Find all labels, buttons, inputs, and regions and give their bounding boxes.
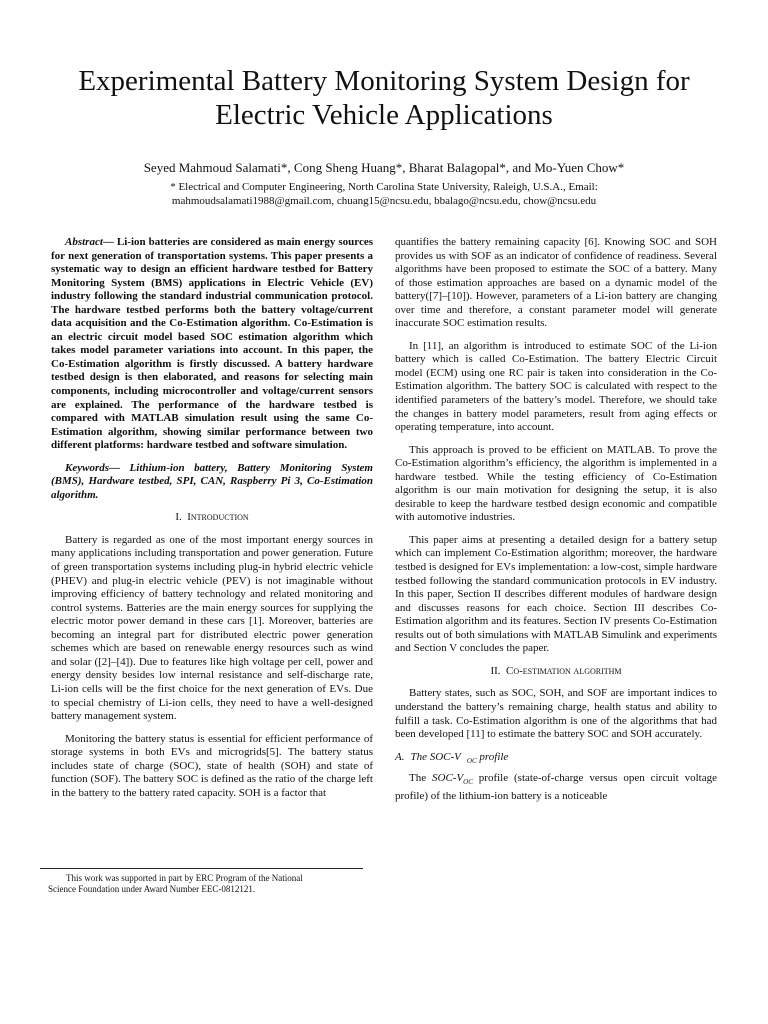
subsection-heading-soc-voc bbox=[395, 751, 717, 769]
author-list: Seyed Mahmoud Salamati*, Cong Sheng Huang*, Bharat Balagopal*, and Mo-Yuen Chow* bbox=[143, 160, 625, 175]
left-column bbox=[51, 236, 373, 809]
title-line-2: Electric Vehicle Applications bbox=[215, 99, 553, 131]
footnote-line-1: This work was supported in part by ERC Program of the National bbox=[66, 873, 303, 883]
subsection-title: The SOC-V $_{OC}$ profile bbox=[410, 750, 509, 765]
section-number: I. bbox=[175, 511, 182, 524]
abstract-lead: Abstract— bbox=[65, 236, 114, 248]
title-line-1: Experimental Battery Monitoring System Design for bbox=[78, 65, 690, 97]
footnote-divider bbox=[40, 868, 363, 869]
affiliation bbox=[40, 180, 728, 208]
body-paragraph-4: This paper aims at presenting a detailed design for a battery setup which can implement Co-Estimation algorithm; moreover, the hardware testbed is designed for EVs implementation: a low-cost, simple hardware testbed following the standard communication protocols in EV industry. In this paper, Section II describes different modules of hardware design and discusses reasons for each choice. Section III describes Co-Estimation algorithm and its features. Section IV presents Co-Estimation results out of both simulations with MATLAB Simulink and experiments and Section V concludes the paper. bbox=[395, 533, 717, 655]
keywords: Keywords— Lithium-ion battery, Battery Monitoring System (BMS), Hardware testbed, SPI, CAN, Raspberry Pi 3, Co-Estimation algorithm. bbox=[51, 461, 373, 501]
body-paragraph-2: In [11], an algorithm is introduced to estimate SOC of the Li-ion battery which is called Co-Estimation. The battery Electric Circuit model (ECM) using one RC pair is taken into consideration in the Co-Estimation algorithm. The battery SOC is calculated with respect to the identified parameters of the battery’s model. Therefore, we should take the changes in battery model parameters, result from aging effects or operating temperature, into account. bbox=[395, 339, 717, 434]
paper-title bbox=[40, 64, 728, 132]
subsection-number: A. bbox=[395, 750, 405, 763]
body-paragraph-5: Battery states, such as SOC, SOH, and SOF are important indices to understand the battery’s remaining charge, health status and ability to fulfill a task. Co-Estimation algorithm is one of the algorithms that had been developed [11] to estimate the battery SOC and SOH accurately. bbox=[395, 687, 717, 741]
section-title: Co-estimation algorithm bbox=[506, 664, 622, 677]
affiliation-emails: mahmoudsalamati1988@gmail.com, chuang15@ncsu.edu, bbalago@ncsu.edu, chow@ncsu.edu bbox=[171, 195, 597, 207]
abstract bbox=[51, 236, 373, 453]
intro-paragraph-1: Battery is regarded as one of the most important energy sources in many applications including transportation and power generation. Future of green transportation systems including plug-in hybrid electric vehicle (PHEV) and plug-in electric vehicle (PEV) is not imaginable without improving efficiency of battery technology and related monitoring and control systems. Batteries are the main energy sources for supplying the electric motor power demand in these cars [1]. Moreover, batteries are becoming an integral part for distributed electric power generation schemes which are based on renewable energy resources such as wind and solar ([2]–[4]). Due to features like high voltage per cell, power and energy density besides low internal resistance and self-discharge rate, Li-ion cells will be the first choice for the next generation of EVs. Due to special chemistry of Li-ion cells, they need to have a well-designed battery management system. bbox=[51, 533, 373, 723]
section-heading-introduction bbox=[51, 511, 373, 525]
abstract-text: Li-ion batteries are considered as main energy sources for next generation of transportation systems. This paper presents a systematic way to design an efficient hardware testbed for Battery Monitoring System (BMS) applications in Electric Vehicle (EV) industry following the standard industrial communication protocol. The hardware testbed performs both the battery voltage/current data acquisition and the Co-Estimation algorithm. Co-Estimation is an electric circuit model based SOC estimation algorithm which takes model parameter variations into account. In this paper, the Co-Estimation algorithm is firstly discussed. A battery hardware testbed design is then elaborated, and reasons for selecting main components, including microcontroller and voltage/current sensors are explained. The performance of the hardware testbed is compared with MATLAB simulation result using the same Co-Estimation algorithm, showing similar performance between two different platforms: hardware testbed and software simulation. bbox=[51, 236, 373, 452]
body-paragraph-1: quantifies the battery remaining capacity [6]. Knowing SOC and SOH provides us with SOF as an indicator of confidence of readiness. Several algorithms have been proposed to estimate the SOC of a battery. Many of those estimation approaches are based on a dynamic model of the battery([7]–[10]). However, parameters of a Li-ion battery are changing over time and therefore, a constant parameter model will generate inaccurate SOC estimation results. bbox=[395, 236, 717, 330]
intro-paragraph-2: Monitoring the battery status is essential for efficient performance of storage systems in both EVs and microgrids[5]. The battery status includes state of charge (SOC), state of health (SOH) and state of function (SOF). The battery SOC is defined as the ratio of the charge left in the battery to the battery rated capacity. SOH is a factor that bbox=[51, 732, 373, 799]
footnote-line-2: Science Foundation under Award Number EEC-0812121. bbox=[48, 884, 256, 894]
body-paragraph-3: This approach is proved to be efficient on MATLAB. To prove the Co-Estimation algorithm’s efficiency, the algorithm is implemented in a hardware testbed. While the testing efficiency of Co-Estimation algorithm is our main motivation for designing the setup, it is also desirable to keep the hardware testbed design economic and compatible with automotive industries. bbox=[395, 443, 717, 524]
right-column bbox=[395, 236, 717, 813]
section-title: Introduction bbox=[187, 511, 249, 524]
affiliation-line-1: * Electrical and Computer Engineering, North Carolina State University, Raleigh, U.S.A., Email: bbox=[170, 181, 598, 193]
section-heading-co-estimation bbox=[395, 665, 717, 679]
footnote bbox=[48, 873, 368, 895]
section-number: II. bbox=[490, 664, 501, 677]
body-paragraph-6: The SOC-$V_{OC}$ profile (state-of-charge versus open circuit voltage profile) of the lithium-ion battery is a noticeable bbox=[395, 772, 717, 803]
